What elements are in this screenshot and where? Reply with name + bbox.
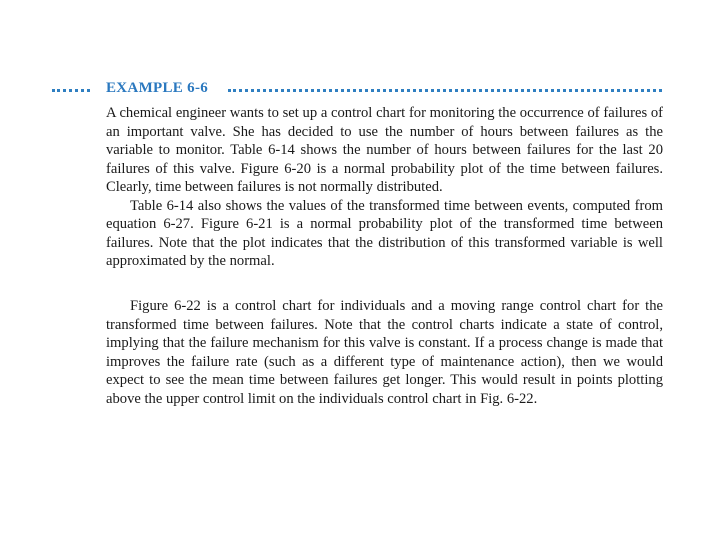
example-title: EXAMPLE 6-6 (106, 80, 209, 96)
example-header (52, 80, 662, 102)
example-body-bottom (106, 297, 663, 408)
paragraph-transformation: Table 6-14 also shows the values of the transformed time between events, computed from equation 6-27. Figure 6-21 is a normal probability plot of the transformed time between failures. Note that the plot indicates that the distribution of this transformed variable is well approximated by the normal. (106, 197, 663, 269)
paragraph-control-chart: Figure 6-22 is a control chart for individuals and a moving range control chart for the transformed time between failures. Note that the control charts indicate a state of control, implying that the failure mechanism for this valve is constant. If a process change is made that improves the failure rate (such as a different type of maintenance action), then we would expect to see the mean time between failures get longer. This would result in points plotting above the upper control limit on the individuals control chart in Fig. 6-22. (106, 298, 663, 407)
header-rule-right (228, 89, 662, 92)
header-rule-left (52, 89, 90, 92)
paragraph-problem-statement: A chemical engineer wants to set up a control chart for monitoring the occurrence of failures of an important valve. She has decided to use the number of hours between failures as the variable to monitor. Table 6-14 shows the number of hours between failures for the last 20 failures of this valve. Figure 6-20 is a normal probability plot of the time between failures. Clearly, time between failures is not normally distributed. (106, 105, 663, 195)
example-body-top (106, 104, 663, 271)
